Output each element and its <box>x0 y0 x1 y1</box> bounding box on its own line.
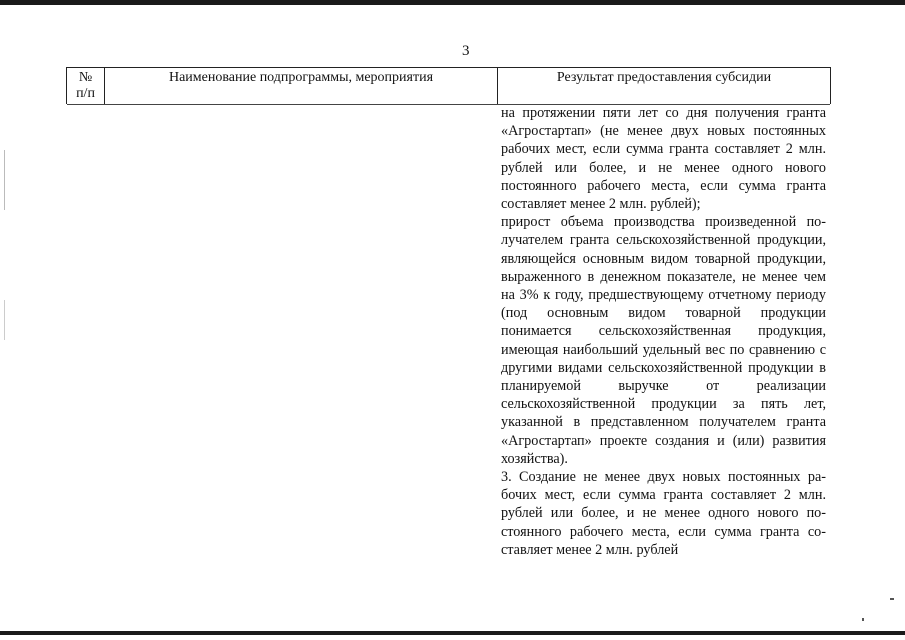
result-paragraph: 3. Создание не менее двух новых постоянных рабочих мест, если сумма гранта составляет 2 млн. рублей или более, и не менее одного нового постоянного рабочего места, если сумма гранта составляет менее 2 млн. рублей <box>501 469 826 558</box>
scan-speck <box>4 150 5 210</box>
header-number-column <box>67 70 104 102</box>
scan-speck <box>890 598 894 600</box>
header-result-column: Результат предоставления субсидии <box>556 70 772 85</box>
table-header <box>66 67 831 104</box>
result-paragraph: прирост объема производства произведенной получателем гранта сельскохозяйственной продукции, являющейся основным видом товарной продукции, выраженного в денежном показателе, не менее чем на 3% к году, предшествующему отчетному периоду (под основным видом товарной продукции понимается сельскохозяйственная продукция, имеющая наибольший удельный вес по сравнению с другими видами сельскохозяйственной продукции в планируемой выручке от реализации сельскохозяйственной продукции за пять лет, указанной в представленном получателем гранта «Агростартап» проекте создания и (или) развития хозяйства). <box>501 214 826 467</box>
result-paragraph: на протяжении пяти лет со дня получения гранта «Агростартап» (не менее двух новых постоянных рабочих мест, если сумма гранта составляет 2 млн. рублей или более, и не менее одного нового постоянного рабочего места, если сумма гранта составляет менее 2 млн. рублей); <box>501 105 826 213</box>
header-number-abbrev: п/п <box>76 86 95 101</box>
scan-speck <box>862 618 864 621</box>
scan-top-border <box>0 0 905 5</box>
scan-bottom-border <box>0 631 905 635</box>
scan-speck <box>4 300 5 340</box>
header-name-column: Наименование подпрограммы, мероприятия <box>168 70 434 85</box>
page-number: 3 <box>462 43 470 59</box>
result-cell <box>501 104 826 559</box>
header-number-symbol: № <box>78 70 93 85</box>
